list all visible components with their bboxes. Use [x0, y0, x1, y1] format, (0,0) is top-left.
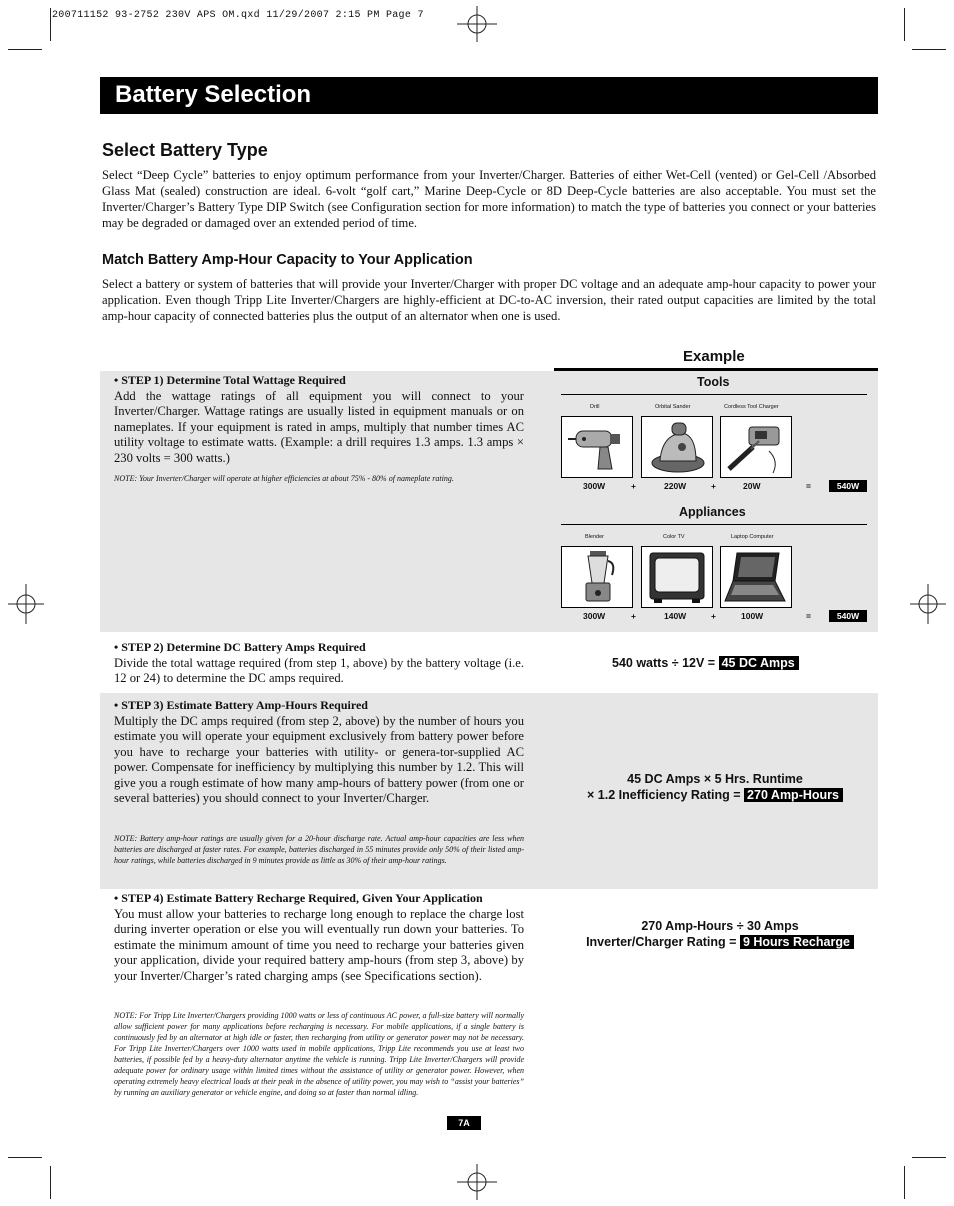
page-title: Battery Selection [115, 81, 312, 108]
plus-sign: + [711, 611, 716, 621]
step1-note: NOTE: Your Inverter/Charger will operate at higher efficiencies at about 75% - 80% of nameplate rating. [114, 474, 454, 483]
calc-step3-line1: 45 DC Amps × 5 Hrs. Runtime [627, 772, 803, 786]
registration-mark-icon [908, 584, 948, 624]
crop-mark [50, 1166, 51, 1199]
cordless-tool-charger-icon [721, 417, 791, 477]
crop-mark [904, 8, 905, 41]
step4-body: You must allow your batteries to recharge long enough to replace the charge lost during inverter operation or else you will eventually run down your batteries. To estimate the minimum amount of time you need to recharge your batteries given your application, divide your required battery amp-hours (from step 3, above) by your Inverter/Charger’s rated charging amps (see Specifications section). [114, 906, 524, 983]
appliance-watts-blender: 300W [583, 611, 606, 621]
registration-mark-icon [6, 584, 46, 624]
section-title-match-capacity: Match Battery Amp-Hour Capacity to Your Application [102, 252, 473, 268]
divider [561, 394, 867, 395]
laptop-computer-icon [721, 547, 791, 607]
equals-sign: = [806, 481, 811, 491]
step2-calculation [612, 655, 799, 671]
appliance-label-laptop: Laptop Computer [731, 534, 774, 540]
step4-text [114, 891, 524, 984]
battery-type-paragraph: Select “Deep Cycle” batteries to enjoy optimum performance from your Inverter/Charger. Batteries of either Wet-Cell (vented) or Gel-Cell /Absorbed Glass Mat (sealed) construction are ideal. 6-volt “golf cart,” Marine Deep-Cycle or 8D Deep-Cycle batteries are also acceptable. You must set the Inverter/Charger’s Battery Type DIP Switch (see Configuration section for more information) to match the type of batteries you connect or your batteries may be degraded or damaged over an extended period of time. [102, 168, 876, 230]
step2-heading: • STEP 2) Determine DC Battery Amps Required [114, 640, 366, 654]
appliances-total: 540W [829, 610, 867, 622]
sander-image [641, 416, 713, 478]
blender-icon [562, 547, 632, 607]
calc-step2-result: 45 DC Amps [719, 656, 799, 670]
crop-mark [8, 1157, 42, 1158]
page-number: 7A [447, 1116, 481, 1130]
step3-heading: • STEP 3) Estimate Battery Amp-Hours Required [114, 698, 368, 712]
tool-watts-charger: 20W [743, 481, 761, 491]
step3-note: NOTE: Battery amp-hour ratings are usually given for a 20-hour discharge rate. Actual amp-hour capacities are less when batteries are discharged at faster rates. For example, batteries discharged in 55 minutes provide only 50% of their listed amp-hour ratings, while batteries discharged in 9 minutes provide as little as 30% of their amp-hour ratings. [114, 834, 524, 865]
step4-note: NOTE: For Tripp Lite Inverter/Chargers providing 1000 watts or less of continuous AC power, a full-size battery will normally allow sufficient power for many applications before recharging is necessary. For mobile applications, if a single battery is continuously fed by an alternator at high idle or faster, then recharging from utility or generator power may not be necessary. For Tripp Lite Inverter/Chargers over 1000 watts used in mobile applications, Tripp Lite recommends you use at least two batteries, if possible fed by a heavy-duty alternator anytime the vehicle is running. Tripp Lite Inverter/Chargers will provide adequate power for ordinary usage within limited times without the assistance of utility or generator power. However, when operating extremely heavy electrical loads at their peak in the absence of utility power, you may wish to “assist your batteries” by running an auxiliary generator or vehicle engine, and doing so at faster than normal idling. [114, 1011, 524, 1097]
drill-image [561, 416, 633, 478]
step3-body: Multiply the DC amps required (from step 2, above) by the number of hours you estimate you will operate your equipment exclusively from battery power before you have to recharge your batteries with utility- or genera-tor-supplied AC power. Compensate for inefficiency by multiplying this number by 1.2. This will give you a rough estimate of how many amp-hours of battery power (from one or several batteries) you should connect to your Inverter/Charger. [114, 713, 524, 805]
appliances-heading: Appliances [679, 505, 746, 519]
blender-image [561, 546, 633, 608]
tool-label-drill: Drill [590, 404, 600, 410]
plus-sign: + [631, 611, 636, 621]
tv-image [641, 546, 713, 608]
step2-body: Divide the total wattage required (from step 1, above) by the battery voltage (i.e. 12 or 24) to determine the DC amps required. [114, 655, 524, 685]
charger-image [720, 416, 792, 478]
crop-mark [912, 1157, 946, 1158]
registration-mark-icon [457, 1162, 497, 1202]
step4-calculation [570, 918, 870, 950]
equals-sign: = [806, 611, 811, 621]
title-banner [100, 77, 878, 114]
print-slug: 200711152 93-2752 230V APS OM.qxd 11/29/2007 2:15 PM Page 7 [52, 10, 424, 21]
step1-text [114, 373, 524, 466]
calc-step4-result: 9 Hours Recharge [740, 935, 854, 949]
color-tv-icon [642, 547, 712, 607]
plus-sign: + [711, 481, 716, 491]
calc-step4-line1: 270 Amp-Hours ÷ 30 Amps [641, 919, 799, 933]
laptop-image [720, 546, 792, 608]
calc-step3-line2: × 1.2 Inefficiency Rating = [587, 788, 745, 802]
drill-icon [562, 417, 632, 477]
calc-step3-result: 270 Amp-Hours [744, 788, 843, 802]
match-capacity-paragraph: Select a battery or system of batteries that will provide your Inverter/Charger with proper DC voltage and an adequate amp-hour capacity to power your application. Even though Tripp Lite Inverter/Chargers are highly-efficient at DC-to-AC inversion, their rated output capacities are limited by the total amp-hour capacity of connected batteries plus the output of an alternator when one is used. [102, 277, 876, 323]
crop-mark [50, 8, 51, 41]
calc-step4-line2: Inverter/Charger Rating = [586, 935, 740, 949]
step3-text [114, 698, 524, 807]
appliance-label-blender: Blender [585, 534, 604, 540]
step1-body: Add the wattage ratings of all equipment you will connect to your Inverter/Charger. Wattage ratings are usually listed in equipment manuals or on nameplates. If your equipment is rated in amps, multiply that number times AC utility voltage to estimate watts. (Example: a drill requires 1.3 amps. 1.3 amps × 230 volts = 300 watts.) [114, 388, 524, 465]
tool-watts-drill: 300W [583, 481, 606, 491]
crop-mark [904, 1166, 905, 1199]
section-title-battery-type: Select Battery Type [102, 140, 268, 160]
divider [561, 524, 867, 525]
step2-text [114, 640, 524, 687]
tool-watts-sander: 220W [664, 481, 687, 491]
plus-sign: + [631, 481, 636, 491]
appliance-watts-laptop: 100W [741, 611, 764, 621]
step1-heading: • STEP 1) Determine Total Wattage Required [114, 373, 346, 387]
crop-mark [8, 49, 42, 50]
tools-total: 540W [829, 480, 867, 492]
step4-heading: • STEP 4) Estimate Battery Recharge Required, Given Your Application [114, 891, 483, 905]
tools-heading: Tools [697, 375, 730, 389]
crop-mark [912, 49, 946, 50]
appliance-label-tv: Color TV [663, 534, 685, 540]
example-heading: Example [683, 348, 745, 365]
registration-mark-icon [457, 4, 497, 44]
calc-step2-text: 540 watts ÷ 12V = [612, 656, 719, 670]
step3-calculation [573, 771, 857, 803]
tool-label-sander: Orbital Sander [655, 404, 691, 410]
orbital-sander-icon [642, 417, 712, 477]
tool-label-charger: Cordless Tool Charger [724, 404, 779, 410]
appliance-watts-tv: 140W [664, 611, 687, 621]
